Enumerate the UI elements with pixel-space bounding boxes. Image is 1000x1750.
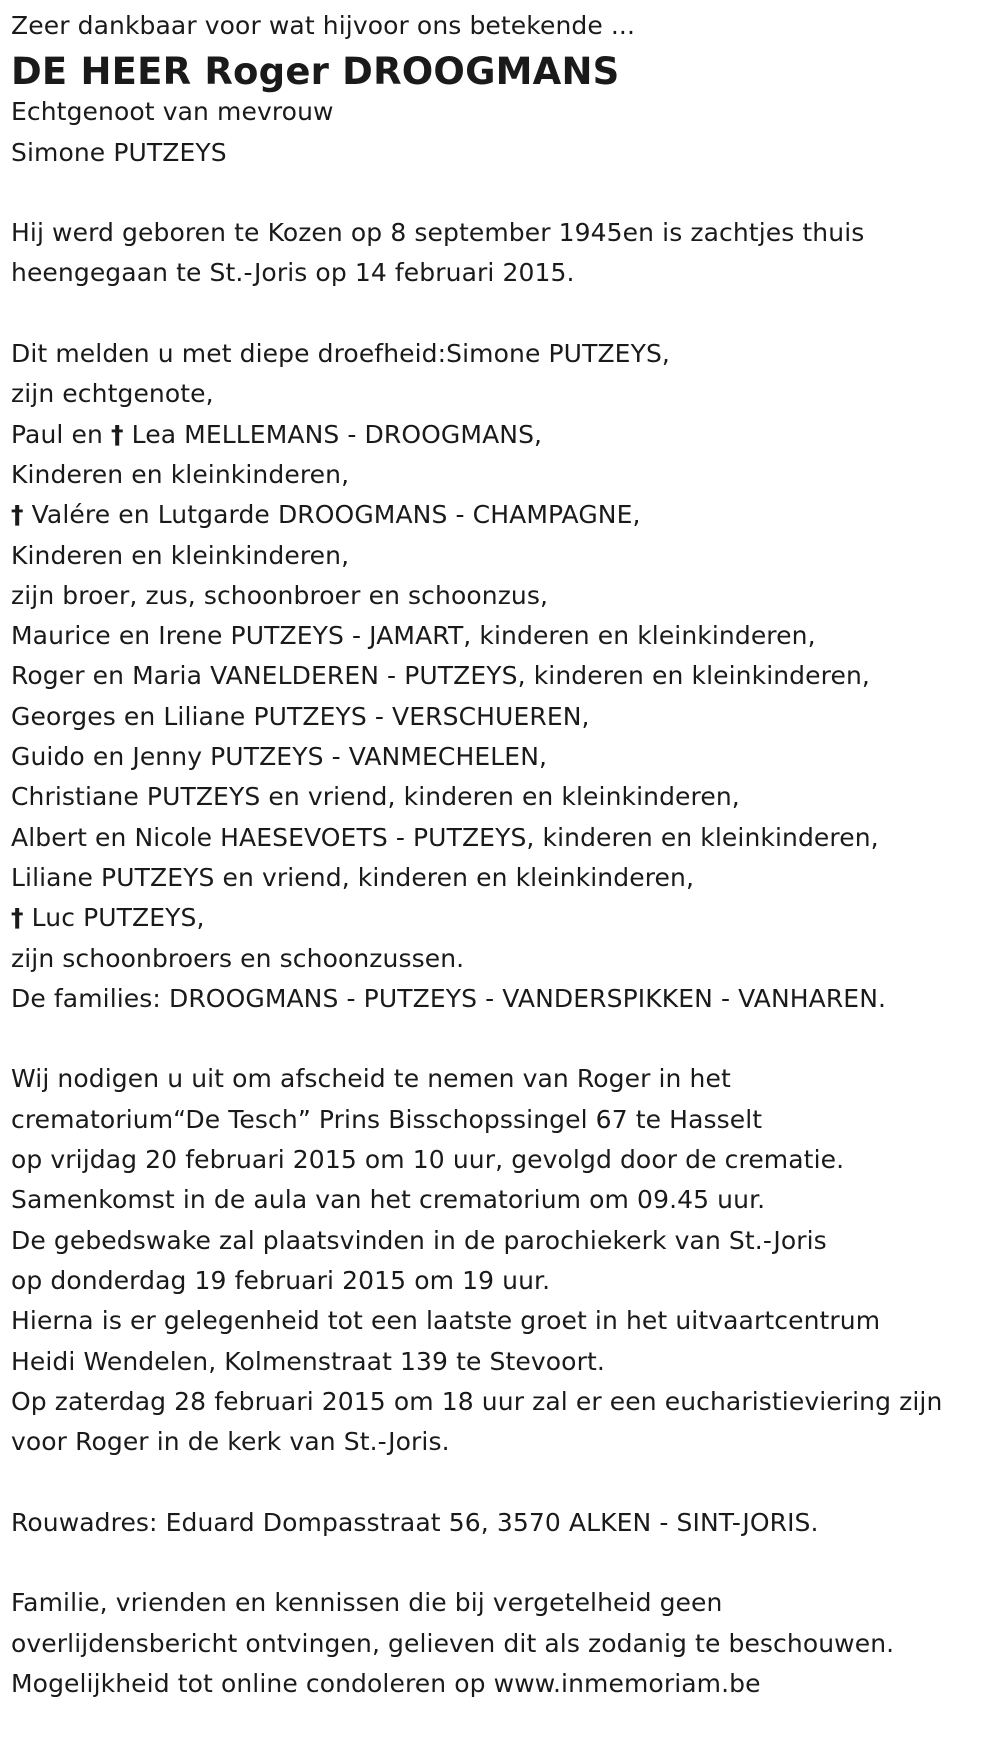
death-notice [11, 6, 991, 1704]
mourner-line: zijn schoonbroers en schoonzussen. [11, 943, 465, 973]
mourner-line: Kinderen en kleinkinderen, [11, 540, 350, 570]
closing-line: overlijdensbericht ontvingen, gelieven dit als zodanig te beschouwen. [11, 1628, 895, 1658]
ceremony-line: crematorium“De Tesch” Prins Bisschopssingel 67 te Hasselt [11, 1104, 763, 1134]
birth-line: Hij werd geboren te Kozen op 8 september 1945en is zachtjes thuis [11, 218, 865, 248]
mourner-line: Georges en Liliane PUTZEYS - VERSCHUEREN, [11, 701, 590, 731]
ceremony-line: Hierna is er gelegenheid tot een laatste groet in het uitvaartcentrum [11, 1306, 881, 1336]
cross-icon: † [110, 419, 124, 449]
mourner-line: Roger en Maria VANELDEREN - PUTZEYS, kinderen en kleinkinderen, [11, 661, 870, 691]
ceremony-line: voor Roger in de kerk van St.-Joris. [11, 1427, 450, 1457]
mourners-intro: Dit melden u met diepe droefheid:Simone PUTZEYS, [11, 339, 670, 369]
spouse-line: Echtgenoot van mevrouw [11, 97, 334, 127]
mourner-line [11, 898, 991, 938]
deceased-name: DE HEER Roger DROOGMANS [11, 50, 620, 94]
mourner-line: Albert en Nicole HAESEVOETS - PUTZEYS, kinderen en kleinkinderen, [11, 822, 879, 852]
closing-notice [11, 1583, 991, 1704]
ceremony-line: Heidi Wendelen, Kolmenstraat 139 te Stevoort. [11, 1346, 605, 1376]
spacer [11, 294, 991, 334]
mourner-line: Christiane PUTZEYS en vriend, kinderen en kleinkinderen, [11, 782, 740, 812]
mourner-text: Lea MELLEMANS - DROOGMANS, [123, 419, 543, 449]
spacer [11, 1462, 991, 1502]
spacer [11, 173, 991, 213]
ceremony-line: op vrijdag 20 februari 2015 om 10 uur, gevolgd door de crematie. [11, 1145, 845, 1175]
ceremony-line: Op zaterdag 28 februari 2015 om 18 uur zal er een eucharistieviering zijn [11, 1386, 943, 1416]
families-line: De families: DROOGMANS - PUTZEYS - VANDERSPIKKEN - VANHAREN. [11, 983, 887, 1013]
ceremony-line: Wij nodigen u uit om afscheid te nemen van Roger in het [11, 1064, 731, 1094]
mourner-line: Liliane PUTZEYS en vriend, kinderen en kleinkinderen, [11, 862, 694, 892]
mourner-text: Paul en [11, 419, 111, 449]
spacer [11, 1543, 991, 1583]
ceremony-line: De gebedswake zal plaatsvinden in de parochiekerk van St.-Joris [11, 1225, 827, 1255]
spacer [11, 1019, 991, 1059]
mourner-text: Valére en Lutgarde DROOGMANS - CHAMPAGNE, [23, 500, 641, 530]
spouse-name: Simone PUTZEYS [11, 137, 227, 167]
mourners-list [11, 334, 991, 1019]
mourner-line: Kinderen en kleinkinderen, [11, 459, 350, 489]
mourner-line: zijn echtgenote, [11, 379, 214, 409]
mourning-address: Rouwadres: Eduard Dompasstraat 56, 3570 ALKEN - SINT-JORIS. [11, 1507, 819, 1537]
mourner-text: Luc PUTZEYS, [23, 903, 205, 933]
mourner-line: zijn broer, zus, schoonbroer en schoonzus, [11, 580, 549, 610]
intro-text: Zeer dankbaar voor wat hijvoor ons betekende ... [11, 11, 636, 40]
cross-icon: † [11, 903, 24, 933]
mourner-line [11, 495, 991, 535]
closing-line: Mogelijkheid tot online condoleren op www.inmemoriam.be [11, 1668, 761, 1698]
mourner-line [11, 415, 991, 455]
mourner-line: Maurice en Irene PUTZEYS - JAMART, kinderen en kleinkinderen, [11, 621, 816, 651]
cross-icon: † [11, 500, 24, 530]
closing-line: Familie, vrienden en kennissen die bij vergetelheid geen [11, 1588, 723, 1618]
death-line: heengegaan te St.-Joris op 14 februari 2015. [11, 258, 575, 288]
ceremony-line: op donderdag 19 februari 2015 om 19 uur. [11, 1265, 551, 1295]
ceremony-line: Samenkomst in de aula van het crematorium om 09.45 uur. [11, 1185, 766, 1215]
mourner-line: Guido en Jenny PUTZEYS - VANMECHELEN, [11, 742, 548, 772]
ceremony-details [11, 1059, 991, 1462]
